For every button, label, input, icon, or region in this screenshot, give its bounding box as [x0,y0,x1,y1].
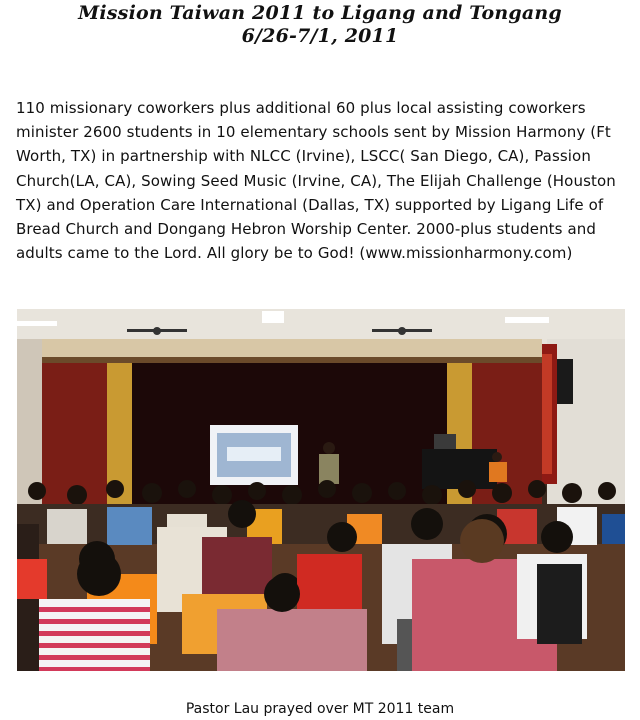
title-line-2: 6/26-7/1, 2011 [241,25,399,47]
photo-caption: Pastor Lau prayed over MT 2011 team [185,701,455,717]
event-photo [17,309,625,671]
description-paragraph: 110 missionary coworkers plus additional 60 plus local assisting coworkers minister 2600 students in 10 elementary schools sent by Mission Harmony (Ft Worth, TX) in partnership with NLCC (Irvine), LSCC( San Diego, CA), Passion Church(LA, CA), Sowing Seed Music (Irvine, CA), The Elijah Challenge (Houston TX) and Operation Care International (Dallas, TX) supported by Ligang Life of Bread Church and Dongang Hebron Worship Center. 2000-plus students and adults came to the Lord. All glory be to God! (www.missionharmony.com) [16,99,616,263]
page-title [0,2,640,48]
title-line-1: Mission Taiwan 2011 to Ligang and Tongang [78,2,562,24]
